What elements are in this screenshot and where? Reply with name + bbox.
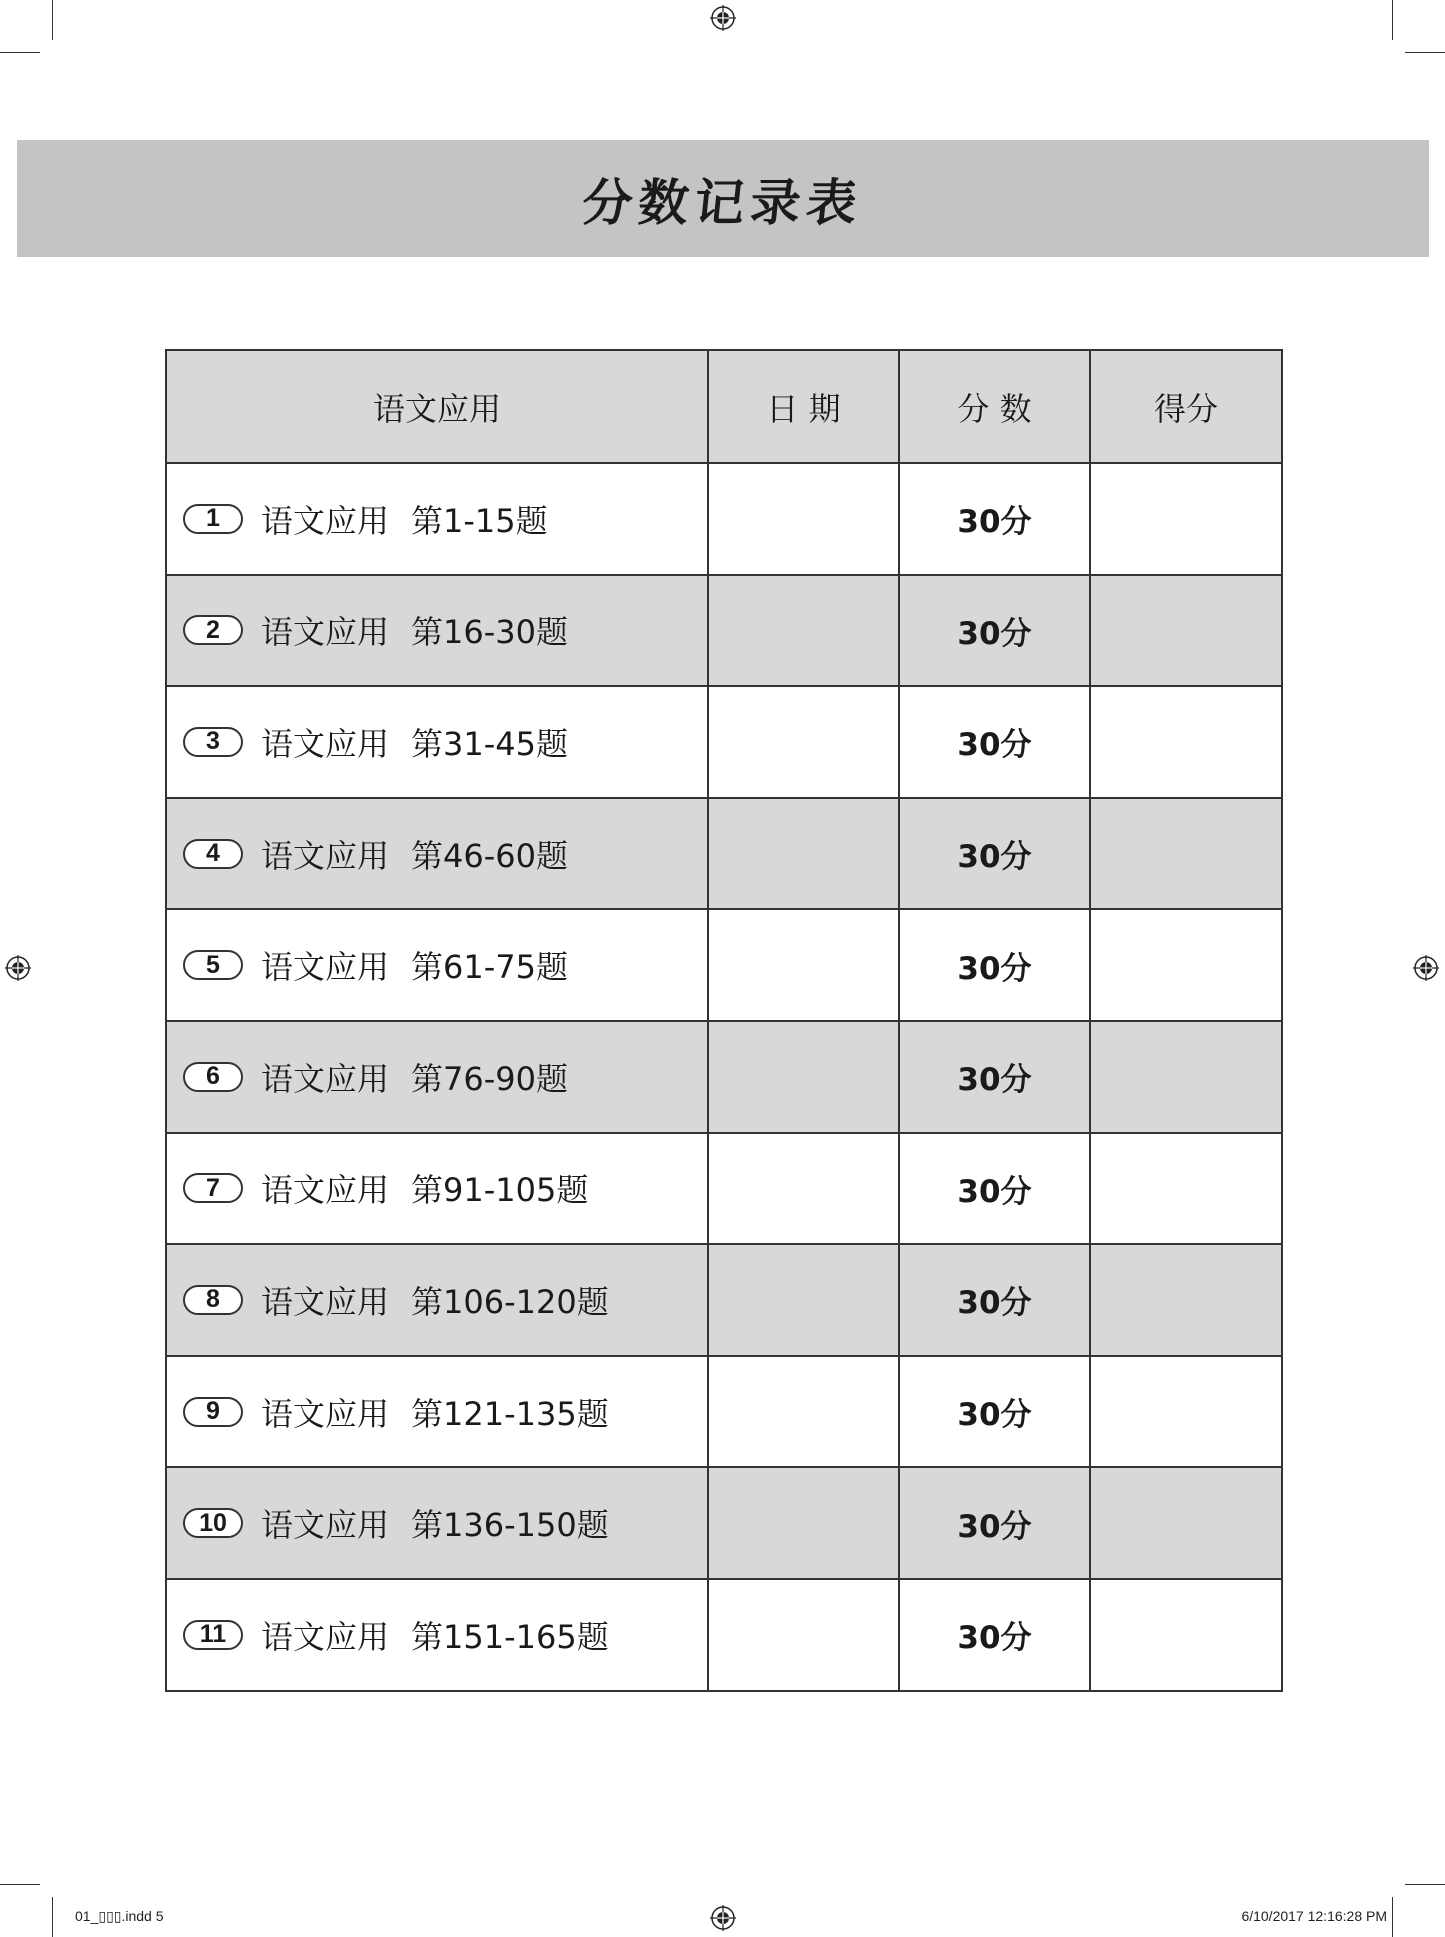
table-row — [166, 1356, 1282, 1468]
item-label: 语文应用 — [261, 1506, 390, 1545]
item-number-badge: 1 — [183, 504, 243, 534]
table-header-row — [166, 350, 1282, 463]
date-cell[interactable] — [708, 1579, 899, 1691]
item-cell — [166, 463, 708, 575]
earned-cell[interactable] — [1090, 463, 1282, 575]
table-row — [166, 798, 1282, 910]
date-cell[interactable] — [708, 1021, 899, 1133]
registration-mark-icon — [710, 5, 736, 31]
item-cell — [166, 909, 708, 1021]
header-item: 语文应用 — [166, 350, 708, 463]
item-range: 第121-135题 — [411, 1394, 609, 1433]
earned-cell[interactable] — [1090, 1021, 1282, 1133]
item-range: 第46-60题 — [411, 836, 569, 875]
table-row — [166, 575, 1282, 687]
earned-cell[interactable] — [1090, 1467, 1282, 1579]
item-label: 语文应用 — [261, 1059, 390, 1098]
score-cell: 30分 — [899, 575, 1090, 687]
title-band — [17, 140, 1429, 257]
table-row — [166, 686, 1282, 798]
item-cell — [166, 1356, 708, 1468]
item-range: 第16-30题 — [411, 613, 569, 652]
score-record-table — [165, 349, 1283, 1692]
score-cell: 30分 — [899, 798, 1090, 910]
registration-mark-icon — [710, 1905, 736, 1931]
crop-mark — [0, 52, 40, 53]
crop-mark — [1392, 0, 1393, 40]
header-score: 分 数 — [899, 350, 1090, 463]
item-number-badge: 9 — [183, 1397, 243, 1427]
score-cell: 30分 — [899, 909, 1090, 1021]
item-range: 第31-45题 — [411, 724, 569, 763]
score-cell: 30分 — [899, 1021, 1090, 1133]
item-number-badge: 10 — [183, 1508, 243, 1538]
header-date: 日 期 — [708, 350, 899, 463]
crop-mark — [1405, 1884, 1445, 1885]
date-cell[interactable] — [708, 909, 899, 1021]
earned-cell[interactable] — [1090, 798, 1282, 910]
item-range: 第91-105题 — [411, 1171, 589, 1210]
crop-mark — [1405, 52, 1445, 53]
earned-cell[interactable] — [1090, 1579, 1282, 1691]
item-label: 语文应用 — [261, 1617, 390, 1656]
table-row — [166, 1133, 1282, 1245]
item-label: 语文应用 — [261, 836, 390, 875]
item-range: 第76-90题 — [411, 1059, 569, 1098]
item-cell — [166, 1467, 708, 1579]
date-cell[interactable] — [708, 463, 899, 575]
table-row — [166, 1244, 1282, 1356]
item-number-badge: 11 — [183, 1620, 243, 1650]
item-range: 第106-120题 — [411, 1282, 609, 1321]
date-cell[interactable] — [708, 1467, 899, 1579]
page-title: 分数记录表 — [579, 172, 866, 232]
earned-cell[interactable] — [1090, 1356, 1282, 1468]
item-number-badge: 3 — [183, 727, 243, 757]
table-body — [166, 463, 1282, 1691]
item-label: 语文应用 — [261, 948, 390, 987]
earned-cell[interactable] — [1090, 1244, 1282, 1356]
table-row — [166, 1021, 1282, 1133]
item-label: 语文应用 — [261, 501, 390, 540]
table-row — [166, 1579, 1282, 1691]
date-cell[interactable] — [708, 686, 899, 798]
table-row — [166, 463, 1282, 575]
score-cell: 30分 — [899, 1467, 1090, 1579]
item-range: 第151-165题 — [411, 1617, 609, 1656]
score-cell: 30分 — [899, 1133, 1090, 1245]
item-label: 语文应用 — [261, 724, 390, 763]
item-label: 语文应用 — [261, 613, 390, 652]
crop-mark — [52, 1897, 53, 1937]
earned-cell[interactable] — [1090, 909, 1282, 1021]
date-cell[interactable] — [708, 575, 899, 687]
footer-timestamp: 6/10/2017 12:16:28 PM — [1241, 1908, 1387, 1924]
item-number-badge: 8 — [183, 1285, 243, 1315]
item-number-badge: 5 — [183, 950, 243, 980]
registration-mark-icon — [5, 955, 31, 981]
score-cell: 30分 — [899, 1579, 1090, 1691]
item-cell — [166, 1021, 708, 1133]
item-range: 第61-75题 — [411, 948, 569, 987]
item-label: 语文应用 — [261, 1282, 390, 1321]
footer-file-label: 01_▯▯▯.indd 5 — [75, 1908, 164, 1924]
date-cell[interactable] — [708, 1244, 899, 1356]
earned-cell[interactable] — [1090, 686, 1282, 798]
crop-mark — [1392, 1897, 1393, 1937]
date-cell[interactable] — [708, 1356, 899, 1468]
date-cell[interactable] — [708, 1133, 899, 1245]
score-cell: 30分 — [899, 1244, 1090, 1356]
date-cell[interactable] — [708, 798, 899, 910]
crop-mark — [52, 0, 53, 40]
item-range: 第136-150题 — [411, 1506, 609, 1545]
item-number-badge: 7 — [183, 1173, 243, 1203]
item-cell — [166, 1579, 708, 1691]
earned-cell[interactable] — [1090, 1133, 1282, 1245]
item-cell — [166, 686, 708, 798]
item-number-badge: 6 — [183, 1062, 243, 1092]
item-range: 第1-15题 — [411, 501, 548, 540]
item-cell — [166, 798, 708, 910]
item-label: 语文应用 — [261, 1394, 390, 1433]
table-row — [166, 1467, 1282, 1579]
earned-cell[interactable] — [1090, 575, 1282, 687]
score-cell: 30分 — [899, 1356, 1090, 1468]
item-number-badge: 4 — [183, 839, 243, 869]
item-cell — [166, 1244, 708, 1356]
item-number-badge: 2 — [183, 615, 243, 645]
score-cell: 30分 — [899, 463, 1090, 575]
table-row — [166, 909, 1282, 1021]
crop-mark — [0, 1884, 40, 1885]
header-earned: 得分 — [1090, 350, 1282, 463]
score-cell: 30分 — [899, 686, 1090, 798]
registration-mark-icon — [1413, 955, 1439, 981]
item-cell — [166, 575, 708, 687]
item-cell — [166, 1133, 708, 1245]
item-label: 语文应用 — [261, 1171, 390, 1210]
